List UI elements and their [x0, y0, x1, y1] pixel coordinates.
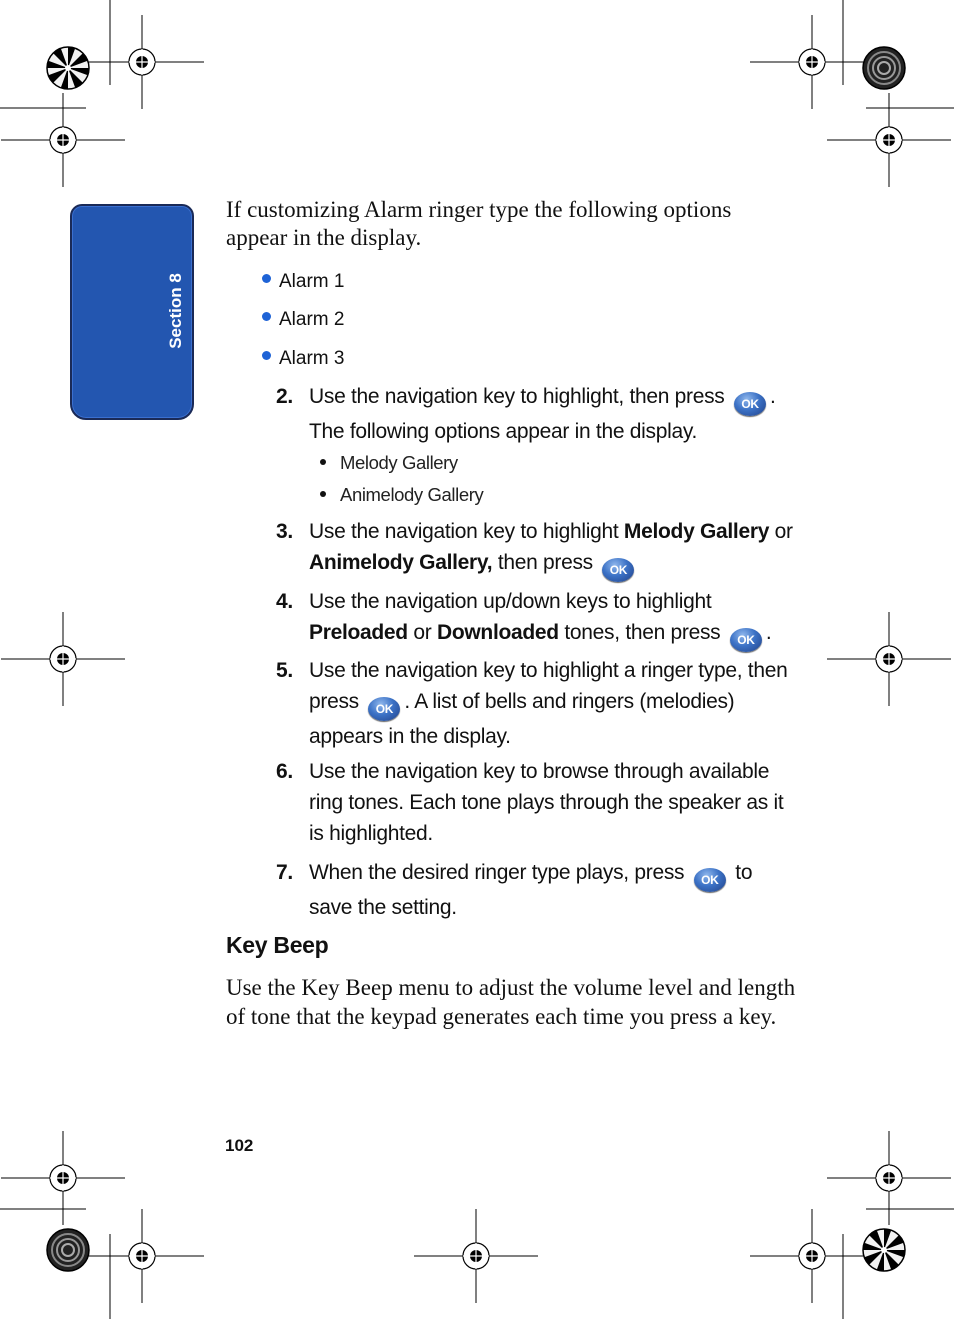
step-text: Use the navigation key to highlight Melody Gallery or Animelody Gallery, then press OK — [309, 516, 796, 582]
step-text: Use the navigation up/down keys to highlight Preloaded or Downloaded tones, then press OK . — [309, 586, 796, 652]
step-text: Use the navigation key to highlight, then press OK . The following options appear in the display. — [309, 385, 776, 443]
key-beep-heading: Key Beep — [226, 932, 329, 958]
step-4 — [276, 586, 796, 652]
step-7 — [276, 857, 796, 923]
bullet-icon — [262, 351, 271, 360]
step-3 — [276, 516, 796, 582]
page-number: 102 — [225, 1136, 254, 1155]
intro-paragraph: If customizing Alarm ringer type the following options appear in the display. — [226, 197, 732, 250]
step-number: 2. — [276, 385, 293, 408]
step-2 — [276, 381, 796, 447]
alarm-option-2: Alarm 2 — [262, 309, 344, 331]
step-text: Use the navigation key to highlight a ringer type, then press OK . A list of bells and ringers (melodies) appears in the display. — [309, 659, 788, 748]
ok-key-icon: OK — [602, 558, 634, 582]
step-number: 4. — [276, 590, 293, 613]
menu-term: Preloaded — [309, 621, 408, 644]
step-text: When the desired ringer type plays, press OK to save the setting. — [309, 861, 753, 919]
bullet-icon — [262, 274, 271, 283]
ok-key-icon: OK — [734, 392, 766, 416]
ok-key-icon: OK — [368, 697, 400, 721]
section-tab-label: Section 8 — [166, 273, 185, 349]
bullet-icon — [320, 459, 326, 465]
step-number: 3. — [276, 520, 293, 543]
ok-key-icon: OK — [730, 628, 762, 652]
step-number: 6. — [276, 760, 293, 783]
step-text: Use the navigation key to browse through available ring tones. Each tone plays through the speaker as it is highlighted. — [309, 760, 784, 845]
gallery-option-melody: Melody Gallery — [320, 452, 458, 474]
key-beep-paragraph: Use the Key Beep menu to adjust the volume level and length of tone that the keypad generates each time you press a key. — [226, 975, 796, 1029]
gallery-option-animelody: Animelody Gallery — [320, 484, 483, 506]
step-6 — [276, 756, 796, 849]
menu-term: Animelody Gallery, — [309, 551, 493, 574]
menu-term: Melody Gallery — [623, 520, 770, 543]
step-5 — [276, 655, 796, 752]
ok-key-icon: OK — [694, 868, 726, 892]
alarm-option-3: Alarm 3 — [262, 348, 344, 370]
menu-term: Downloaded — [437, 621, 559, 644]
alarm-option-1: Alarm 1 — [262, 271, 344, 293]
bullet-icon — [320, 491, 326, 497]
step-number: 7. — [276, 861, 293, 884]
step-number: 5. — [276, 659, 293, 682]
bullet-icon — [262, 312, 271, 321]
